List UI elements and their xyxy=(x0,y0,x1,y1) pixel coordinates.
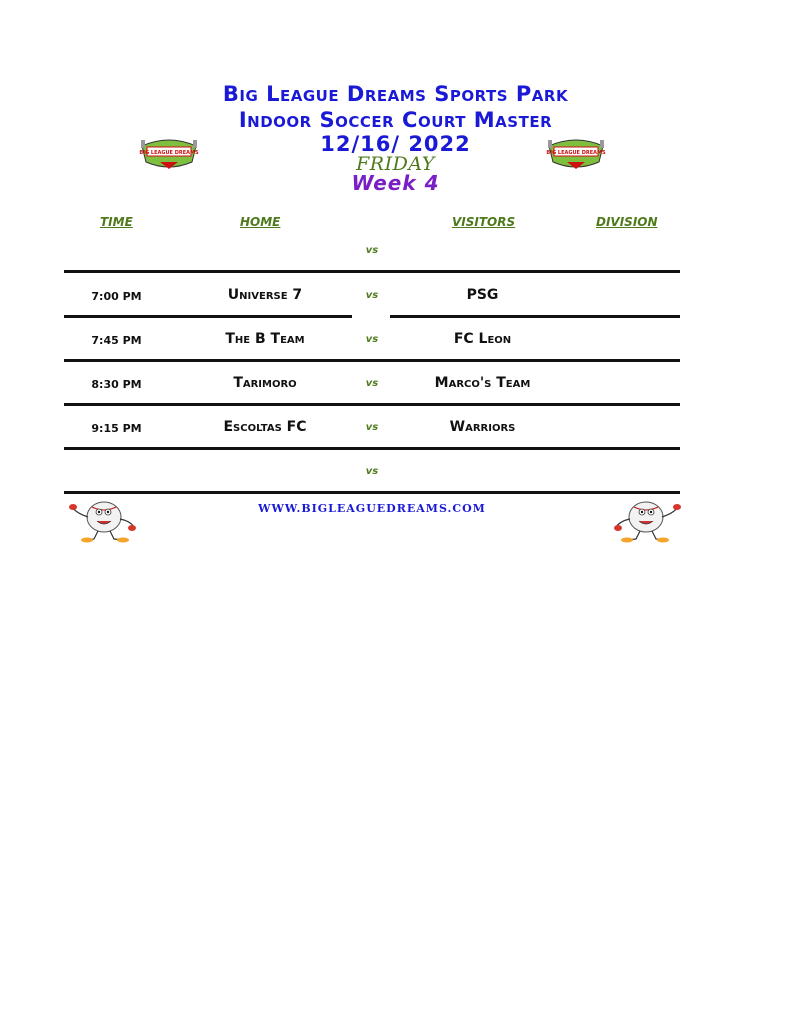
column-header-time: TIME xyxy=(100,215,133,229)
visiting-team: FC Leon xyxy=(453,331,512,347)
vs-label: vs xyxy=(365,290,379,301)
home-team: Universe 7 xyxy=(227,287,303,303)
park-title: Big League Dreams Sports Park xyxy=(222,82,569,106)
baseball-mascot-icon xyxy=(66,497,138,543)
schedule-day: FRIDAY xyxy=(356,153,435,175)
schedule-date: 12/16/ 2022 xyxy=(320,132,471,156)
game-time: 9:15 PM xyxy=(91,422,142,435)
row-divider xyxy=(64,491,680,494)
row-divider xyxy=(64,403,680,406)
game-time: 7:45 PM xyxy=(91,334,142,347)
visiting-team: Marco's Team xyxy=(434,375,531,391)
stadium-logo-icon xyxy=(545,132,607,172)
row-divider xyxy=(64,447,680,450)
row-divider xyxy=(64,315,680,318)
vs-label: vs xyxy=(365,245,379,256)
vs-label: vs xyxy=(365,422,379,433)
schedule-week: Week 4 xyxy=(351,171,440,195)
home-team: The B Team xyxy=(225,331,305,347)
logo-text: BIG LEAGUE DREAMS xyxy=(546,150,606,156)
column-header-visitors: VISITORS xyxy=(452,215,516,229)
vs-label: vs xyxy=(365,378,379,389)
schedule-title: Indoor Soccer Court Master xyxy=(238,108,553,132)
visiting-team: Warriors xyxy=(449,419,516,435)
stadium-logo-icon xyxy=(138,132,200,172)
column-header-division: DIVISION xyxy=(596,215,658,229)
home-team: Tarimoro xyxy=(233,375,297,391)
row-divider xyxy=(64,359,680,362)
logo-text: BIG LEAGUE DREAMS xyxy=(139,150,199,156)
row-divider xyxy=(64,270,680,273)
website-link[interactable]: WWW.BIGLEAGUEDREAMS.COM xyxy=(258,502,486,515)
vs-label: vs xyxy=(365,334,379,345)
column-header-home: HOME xyxy=(240,215,281,229)
game-time: 8:30 PM xyxy=(91,378,142,391)
baseball-mascot-icon xyxy=(612,497,684,543)
vs-label: vs xyxy=(365,466,379,477)
home-team: Escoltas FC xyxy=(223,419,307,435)
game-time: 7:00 PM xyxy=(91,290,142,303)
visiting-team: PSG xyxy=(466,287,499,303)
